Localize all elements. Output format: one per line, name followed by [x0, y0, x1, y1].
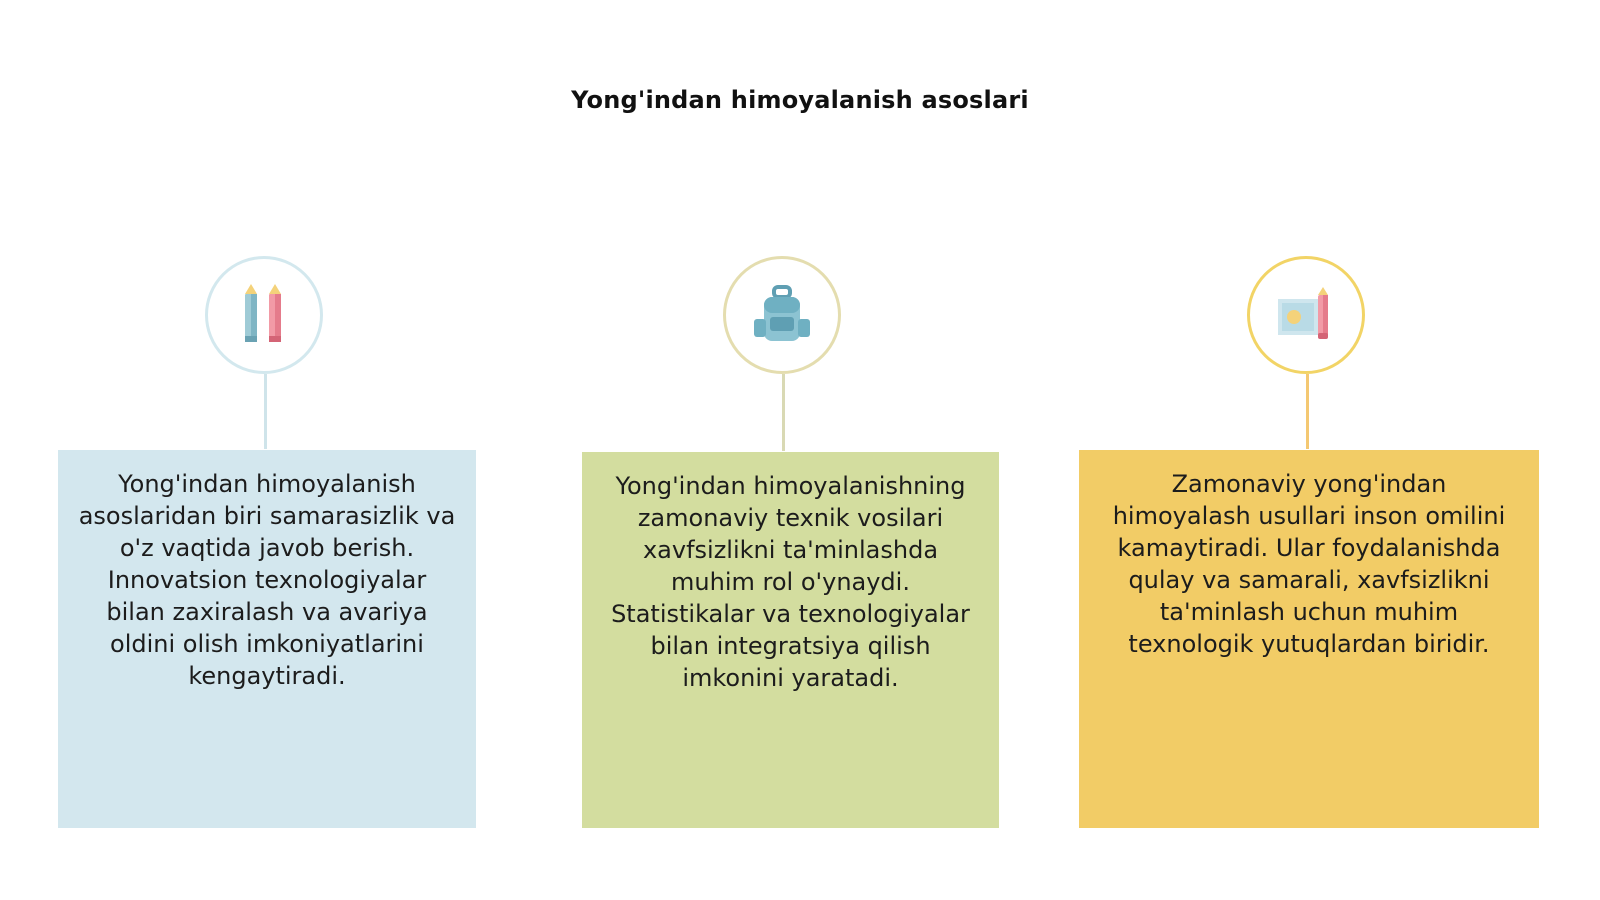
info-card-text: Zamonaviy yong'indan himoyalash usullari inson omilini kamaytiradi. Ular foydalanishda qulay va samarali, xavfsizlikni ta'minlash uchun muhim texnologik yutuqlardan biridir. [1112, 470, 1506, 658]
page-title: Yong'indan himoyalanish asoslari [571, 86, 1029, 114]
backpack-icon [752, 285, 812, 345]
connector-line-2 [782, 374, 785, 451]
pencils-icon [239, 284, 289, 346]
picture-and-pencil-icon [1276, 285, 1336, 345]
info-card-text: Yong'indan himoyalanish asoslaridan biri samarasizlik va o'z vaqtida javob berish. Innovatsion texnologiyalar bilan zaxiralash va avariya oldini olish imkoniyatlarini kengaytiradi. [78, 470, 456, 690]
icon-circle-2 [723, 256, 841, 374]
connector-line-1 [264, 374, 267, 449]
icon-circle-1 [205, 256, 323, 374]
info-card-text: Yong'indan himoyalanishning zamonaviy texnik vosilari xavfsizlikni ta'minlashda muhim rol o'ynaydi. Statistikalar va texnologiyalar bilan integratsiya qilish imkonini yaratadi. [611, 472, 970, 692]
info-card-1 [58, 450, 476, 828]
icon-circle-3 [1247, 256, 1365, 374]
info-card-2 [582, 452, 999, 828]
connector-line-3 [1306, 374, 1309, 449]
info-card-3 [1079, 450, 1539, 828]
